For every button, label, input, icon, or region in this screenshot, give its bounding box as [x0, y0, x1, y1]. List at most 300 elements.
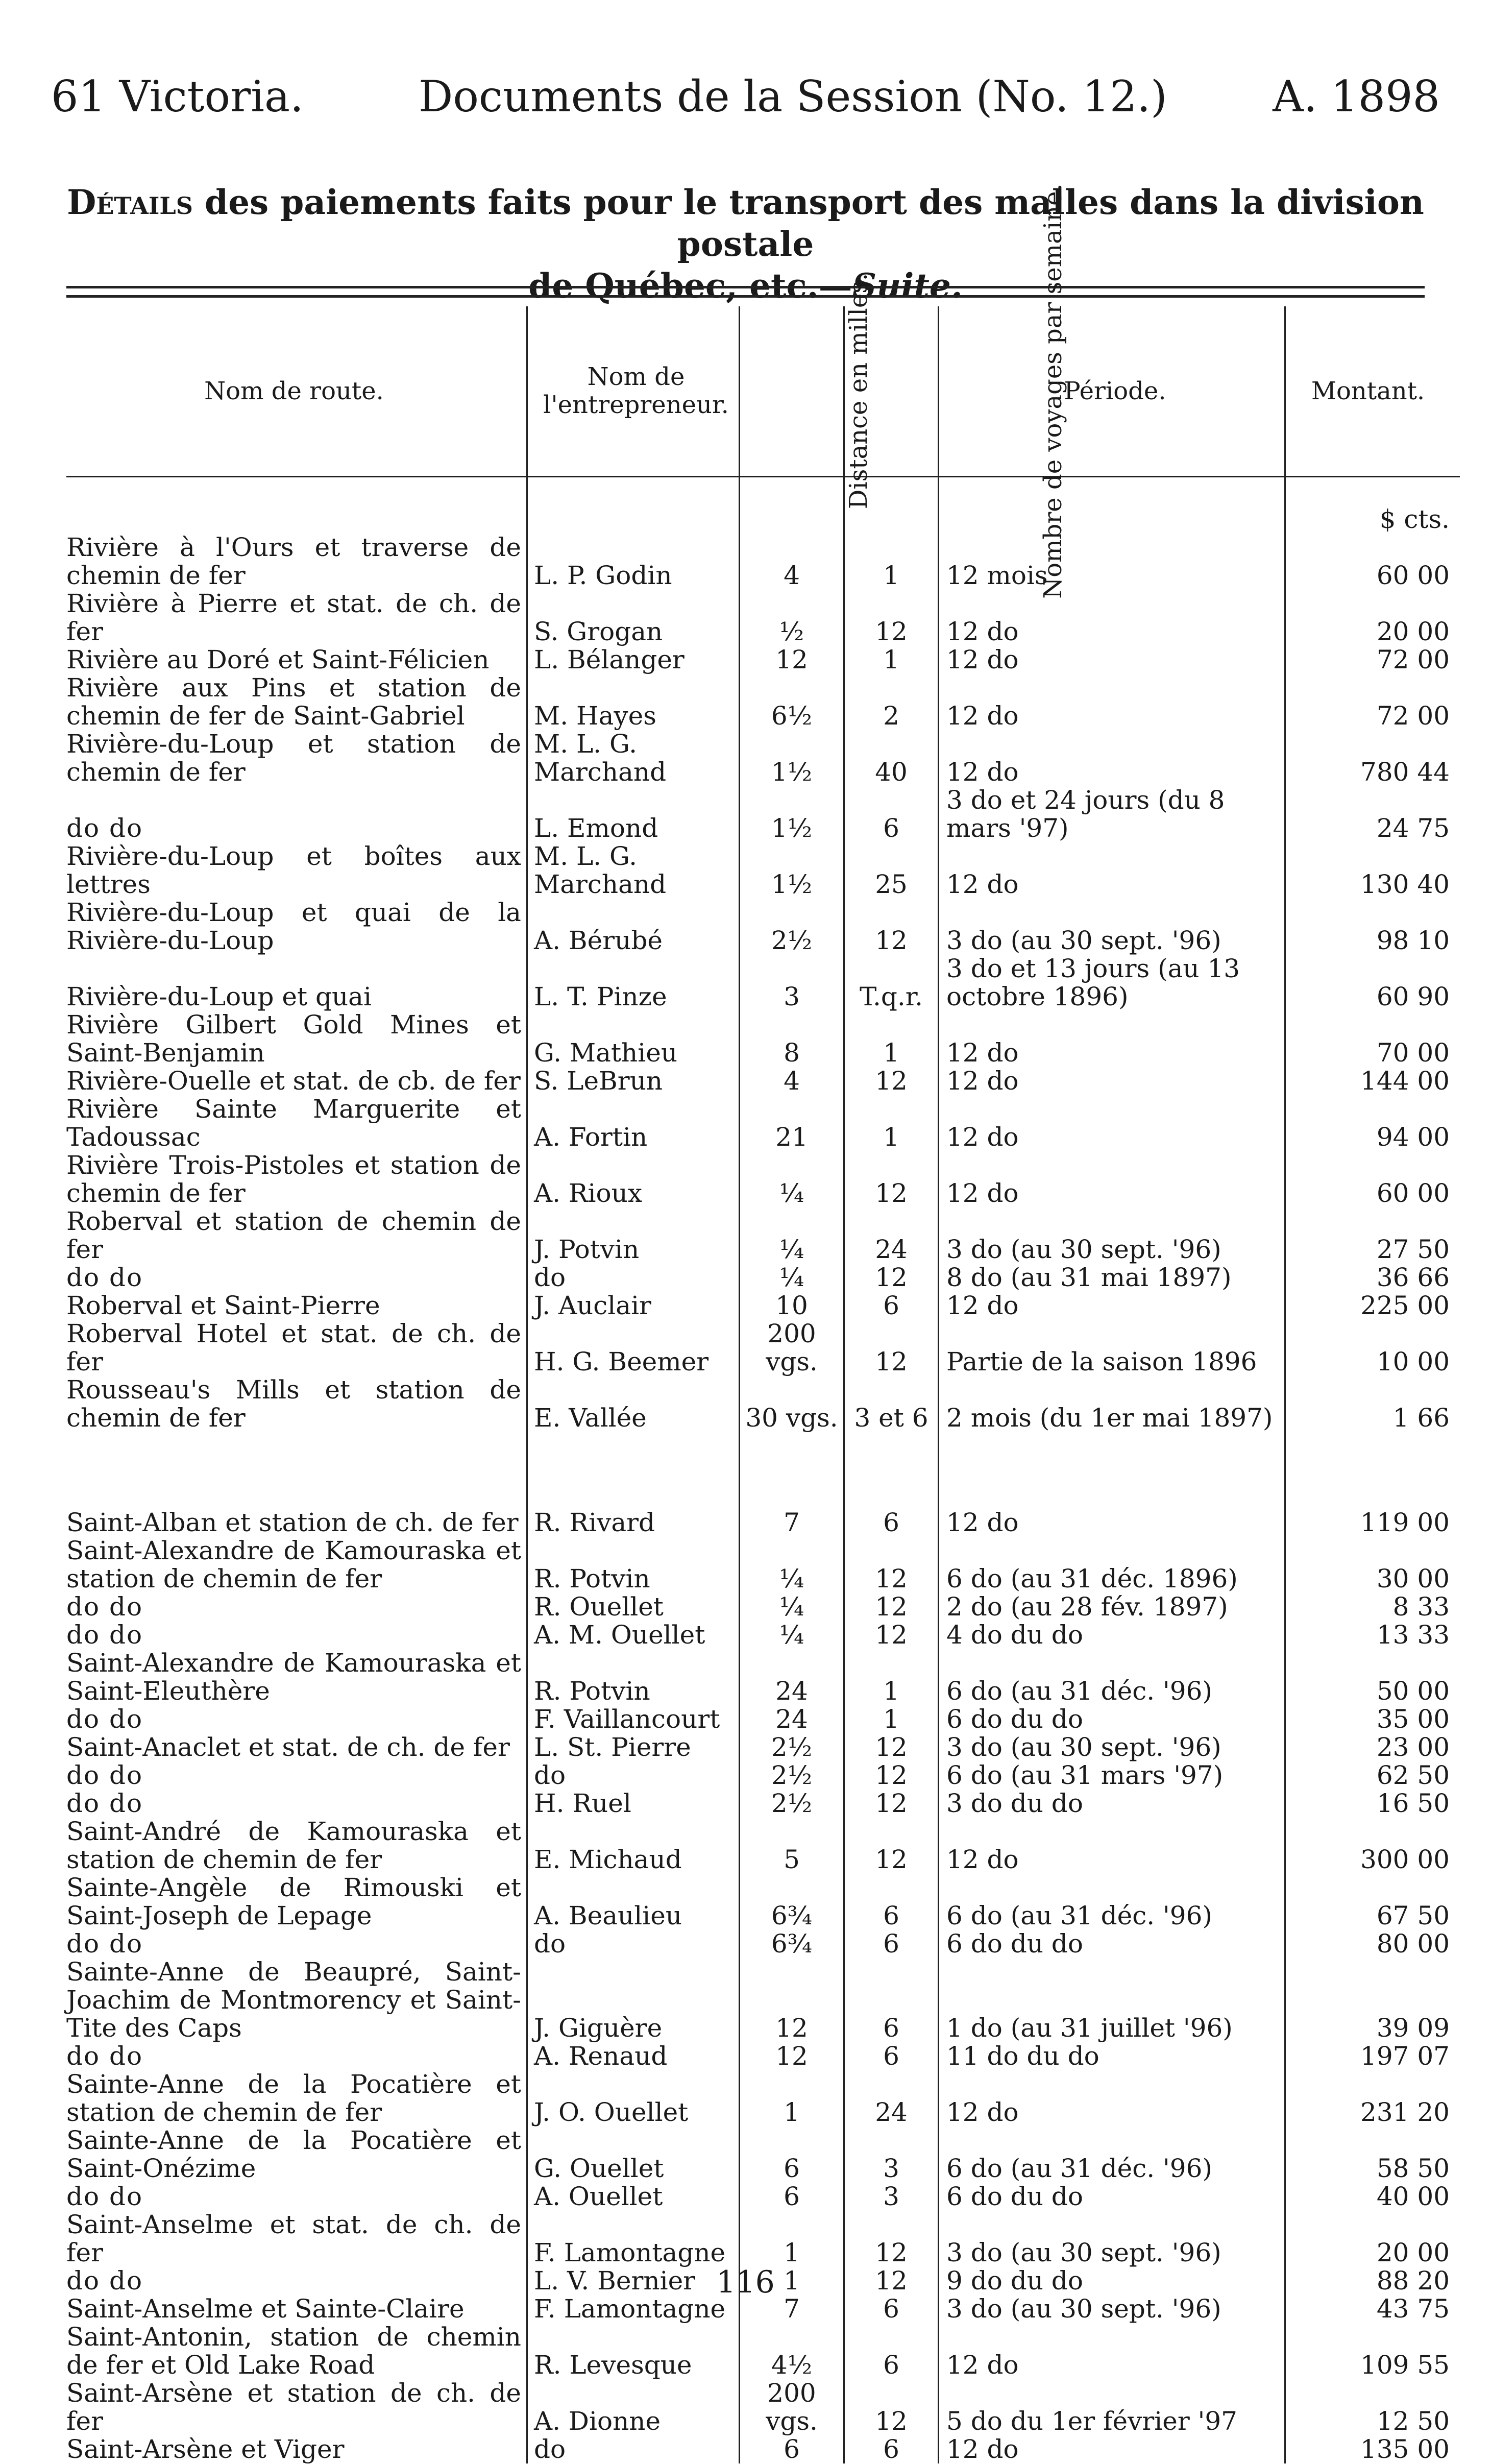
route-cell: Saint-Anselme et stat. de ch. de fer	[66, 2210, 521, 2267]
table-row	[66, 1874, 1460, 1930]
trips-cell: 12	[844, 2379, 939, 2435]
trips-cell: 40	[844, 730, 939, 786]
period-cell: 12 do	[939, 1151, 1285, 1207]
period-cell: 12 do	[939, 1509, 1285, 1537]
contractor-cell: do	[527, 1761, 740, 1790]
amount-cell: 60 90	[1285, 955, 1460, 1011]
amount-cell: 16 50	[1285, 1790, 1460, 1818]
route-cell: Saint-Alexandre de Kamouraska et station de chemin de fer	[66, 1536, 521, 1593]
col-contractor-header: Nom de l'entrepreneur.	[527, 306, 740, 477]
table-row	[66, 1733, 1460, 1761]
table-row	[66, 786, 1460, 842]
contractor-cell: J. Potvin	[527, 1207, 740, 1264]
distance-cell: 1½	[740, 730, 844, 786]
trips-cell: 1	[844, 1011, 939, 1067]
trips-cell: 1	[844, 534, 939, 590]
period-cell: 8 do (au 31 mai 1897)	[939, 1264, 1285, 1292]
contractor-cell: S. Grogan	[527, 590, 740, 646]
distance-cell: ¼	[740, 1151, 844, 1207]
period-cell: 12 do	[939, 730, 1285, 786]
trips-cell: 3	[844, 2127, 939, 2183]
header-document: Documents de la Session (No. 12.)	[419, 71, 1167, 122]
trips-cell: 6	[844, 1930, 939, 1958]
contractor-cell: R. Potvin	[527, 1537, 740, 1593]
amount-cell: 23 00	[1285, 1733, 1460, 1761]
route-cell: Sainte-Anne de Beaupré, Saint-Joachim de Montmorency et Saint-Tite des Caps	[66, 1957, 521, 2043]
amount-cell: 24 75	[1285, 786, 1460, 842]
period-cell: 6 do (au 31 déc. '96)	[939, 1874, 1285, 1930]
route-cell: do do	[66, 1263, 143, 1292]
distance-cell: 6½	[740, 674, 844, 730]
table-row	[66, 1207, 1460, 1264]
col-route-header: Nom de route.	[66, 306, 527, 477]
trips-cell: 12	[844, 1537, 939, 1593]
trips-cell: 6	[844, 2435, 939, 2463]
route-cell: Roberval et Saint-Pierre	[66, 1291, 380, 1320]
table-row	[66, 590, 1460, 646]
top-rule-1	[66, 286, 1425, 288]
distance-cell: 2½	[740, 1790, 844, 1818]
period-cell: 12 do	[939, 2435, 1285, 2463]
amount-cell: 13 33	[1285, 1621, 1460, 1649]
table-row	[66, 899, 1460, 955]
amount-cell: 43 75	[1285, 2295, 1460, 2323]
distance-cell: 4	[740, 534, 844, 590]
amount-cell: 40 00	[1285, 2183, 1460, 2211]
contractor-cell: F. Lamontagne	[527, 2295, 740, 2323]
page-number: 116	[716, 2264, 775, 2300]
route-cell: Rousseau's Mills et station de chemin de fer	[66, 1375, 521, 1433]
contractor-cell: F. Vaillancourt	[527, 1705, 740, 1733]
table-row	[66, 2211, 1460, 2267]
contractor-cell: H. G. Beemer	[527, 1320, 740, 1376]
route-cell: Rivière-du-Loup et quai de la Rivière-du-Loup	[66, 898, 521, 955]
route-cell: do do	[66, 2266, 143, 2296]
table-row	[66, 1818, 1460, 1874]
contractor-cell: L. P. Godin	[527, 534, 740, 590]
trips-cell: 12	[844, 590, 939, 646]
amount-cell: 72 00	[1285, 646, 1460, 674]
header-volume: 61 Victoria.	[51, 71, 304, 122]
amount-cell: 35 00	[1285, 1705, 1460, 1733]
table-row	[66, 1621, 1460, 1649]
route-cell: Sainte-Angèle de Rimouski et Saint-Joseph de Lepage	[66, 1873, 521, 1930]
amount-cell: 62 50	[1285, 1761, 1460, 1790]
distance-cell: 12	[740, 2042, 844, 2070]
distance-cell: ½	[740, 590, 844, 646]
contractor-cell: R. Rivard	[527, 1509, 740, 1537]
trips-cell: 12	[844, 2211, 939, 2267]
contractor-cell: J. Giguère	[527, 1958, 740, 2042]
amount-cell: 1 66	[1285, 1376, 1460, 1432]
trips-cell: 12	[844, 899, 939, 955]
distance-cell: 12	[740, 646, 844, 674]
route-cell: Saint-Anaclet et stat. de ch. de fer	[66, 1732, 510, 1762]
period-cell: 12 mois	[939, 534, 1285, 590]
contractor-cell: J. O. Ouellet	[527, 2070, 740, 2127]
amount-cell: 94 00	[1285, 1095, 1460, 1151]
amount-cell: 20 00	[1285, 2211, 1460, 2267]
amount-cell: 88 20	[1285, 2267, 1460, 2295]
table-row	[66, 2183, 1460, 2211]
amount-cell: 8 33	[1285, 1593, 1460, 1621]
route-cell: Sainte-Anne de la Pocatière et station de chemin de fer	[66, 2069, 521, 2127]
route-cell: do do	[66, 2182, 143, 2211]
table-row	[66, 674, 1460, 730]
route-cell: Rivière aux Pins et station de chemin de fer de Saint-Gabriel	[66, 673, 521, 731]
table-row	[66, 1067, 1460, 1095]
amount-cell: 72 00	[1285, 674, 1460, 730]
route-cell: do do	[66, 1929, 143, 1959]
amount-cell: 98 10	[1285, 899, 1460, 955]
table-body	[66, 477, 1460, 2464]
route-cell: Rivière à Pierre et stat. de ch. de fer	[66, 589, 521, 646]
contractor-cell: A. Rioux	[527, 1151, 740, 1207]
table-row	[66, 955, 1460, 1011]
period-cell: 6 do (au 31 déc. '96)	[939, 1649, 1285, 1705]
amount-units: $ cts.	[1285, 477, 1460, 534]
contractor-cell: A. Dionne	[527, 2379, 740, 2435]
trips-cell: 25	[844, 842, 939, 899]
period-cell: 12 do	[939, 1292, 1285, 1320]
amount-cell: 36 66	[1285, 1264, 1460, 1292]
trips-cell: 12	[844, 1621, 939, 1649]
table-row	[66, 1649, 1460, 1705]
route-cell: Saint-Arsène et station de ch. de fer	[66, 2378, 521, 2436]
table-row	[66, 2070, 1460, 2127]
trips-cell: 1	[844, 1095, 939, 1151]
period-cell: 11 do du do	[939, 2042, 1285, 2070]
trips-cell: 6	[844, 2295, 939, 2323]
contractor-cell: H. Ruel	[527, 1790, 740, 1818]
contractor-cell: do	[527, 1930, 740, 1958]
period-cell: 1 do (au 31 juillet '96)	[939, 1958, 1285, 2042]
period-cell: 2 mois (du 1er mai 1897)	[939, 1376, 1285, 1432]
contractor-cell: J. Auclair	[527, 1292, 740, 1320]
route-cell: Rivière à l'Ours et traverse de chemin de fer	[66, 533, 521, 590]
route-cell: do do	[66, 1789, 143, 1818]
period-cell: 6 do du do	[939, 1705, 1285, 1733]
trips-cell: 12	[844, 1761, 939, 1790]
contractor-cell: A. Beaulieu	[527, 1874, 740, 1930]
period-cell: 6 do du do	[939, 2183, 1285, 2211]
period-cell: 12 do	[939, 1067, 1285, 1095]
trips-cell: 12	[844, 1151, 939, 1207]
period-cell: 3 do (au 30 sept. '96)	[939, 1207, 1285, 1264]
distance-cell: 7	[740, 2295, 844, 2323]
route-cell: Rivière au Doré et Saint-Félicien	[66, 645, 490, 674]
contractor-cell: L. Bélanger	[527, 646, 740, 674]
trips-cell: 12	[844, 2267, 939, 2295]
amount-cell: 119 00	[1285, 1509, 1460, 1537]
trips-cell: 1	[844, 646, 939, 674]
route-cell: Saint-André de Kamouraska et station de chemin de fer	[66, 1817, 521, 1874]
trips-cell: 12	[844, 1733, 939, 1761]
route-cell: Roberval et station de chemin de fer	[66, 1206, 521, 1264]
trips-cell: 12	[844, 1593, 939, 1621]
distance-cell: ¼	[740, 1621, 844, 1649]
col-amount-header: Montant.	[1285, 306, 1460, 477]
contractor-cell: R. Levesque	[527, 2323, 740, 2379]
distance-cell: 6	[740, 2183, 844, 2211]
period-cell: 3 do (au 30 sept. '96)	[939, 1733, 1285, 1761]
route-cell: Rivière Gilbert Gold Mines et Saint-Benjamin	[66, 1010, 521, 1068]
table-row	[66, 2042, 1460, 2070]
title-line2: de Québec, etc.—	[528, 266, 852, 306]
period-cell: 4 do du do	[939, 1621, 1285, 1649]
distance-cell: ¼	[740, 1593, 844, 1621]
table-row	[66, 646, 1460, 674]
period-cell: 3 do du do	[939, 1790, 1285, 1818]
amount-cell: 20 00	[1285, 590, 1460, 646]
distance-cell: 2½	[740, 1761, 844, 1790]
route-cell: do do	[66, 2041, 143, 2071]
period-cell: 5 do du 1er février '97	[939, 2379, 1285, 2435]
table-row	[66, 1292, 1460, 1320]
route-cell: do do	[66, 1760, 143, 1790]
period-cell: 2 do (au 28 fév. 1897)	[939, 1593, 1285, 1621]
amount-cell: 58 50	[1285, 2127, 1460, 2183]
amount-cell: 109 55	[1285, 2323, 1460, 2379]
distance-cell: 5	[740, 1818, 844, 1874]
amount-cell: 67 50	[1285, 1874, 1460, 1930]
period-cell: 3 do et 24 jours (du 8 mars '97)	[939, 786, 1285, 842]
amount-cell: 300 00	[1285, 1818, 1460, 1874]
period-cell: 3 do et 13 jours (au 13 octobre 1896)	[939, 955, 1285, 1011]
contractor-cell: L. T. Pinze	[527, 955, 740, 1011]
trips-cell: 6	[844, 2042, 939, 2070]
route-cell: Rivière-Ouelle et stat. de cb. de fer	[66, 1066, 521, 1096]
amount-cell: 80 00	[1285, 1930, 1460, 1958]
period-cell: Partie de la saison 1896	[939, 1320, 1285, 1376]
trips-cell: 6	[844, 786, 939, 842]
distance-cell: 4½	[740, 2323, 844, 2379]
table-row	[66, 1761, 1460, 1790]
route-cell: Saint-Alban et station de ch. de fer	[66, 1508, 519, 1537]
contractor-cell: do	[527, 1264, 740, 1292]
amount-cell: 144 00	[1285, 1067, 1460, 1095]
table-row	[66, 1095, 1460, 1151]
period-cell: 6 do (au 31 déc. 1896)	[939, 1537, 1285, 1593]
amount-cell: 70 00	[1285, 1011, 1460, 1067]
contractor-cell: L. Emond	[527, 786, 740, 842]
table-row	[66, 534, 1460, 590]
table-row	[66, 1011, 1460, 1067]
route-cell: Sainte-Anne de la Pocatière et Saint-Onézime	[66, 2125, 521, 2183]
period-cell: 12 do	[939, 646, 1285, 674]
amount-cell: 39 09	[1285, 1958, 1460, 2042]
contractor-cell: E. Vallée	[527, 1376, 740, 1432]
distance-cell: 1	[740, 2211, 844, 2267]
distance-cell: 6¾	[740, 1930, 844, 1958]
table-row	[66, 1705, 1460, 1733]
table-row	[66, 1593, 1460, 1621]
amount-cell: 50 00	[1285, 1649, 1460, 1705]
trips-cell: 12	[844, 1818, 939, 1874]
table-row	[66, 1930, 1460, 1958]
route-cell: Rivière-du-Loup et boîtes aux lettres	[66, 841, 521, 899]
header-year: A. 1898	[1273, 71, 1440, 122]
contractor-cell: M. Hayes	[527, 674, 740, 730]
contractor-cell: A. Ouellet	[527, 2183, 740, 2211]
trips-cell: 6	[844, 1874, 939, 1930]
running-header	[51, 71, 1440, 133]
period-cell: 6 do du do	[939, 1930, 1285, 1958]
table-header-row	[66, 306, 1460, 477]
amount-cell: 30 00	[1285, 1537, 1460, 1593]
distance-cell: 24	[740, 1649, 844, 1705]
distance-cell: 200 vgs.	[740, 1320, 844, 1376]
trips-cell: 12	[844, 1790, 939, 1818]
col-period-header: Période.	[939, 306, 1285, 477]
distance-cell: 2½	[740, 1733, 844, 1761]
table-row	[66, 2323, 1460, 2379]
route-cell: Saint-Alexandre de Kamouraska et Saint-Eleuthère	[66, 1648, 521, 1706]
route-cell: Rivière-du-Loup et quai	[66, 982, 372, 1011]
distance-cell: 6¾	[740, 1874, 844, 1930]
amount-cell: 60 00	[1285, 1151, 1460, 1207]
table-row	[66, 1376, 1460, 1432]
contractor-cell: A. Renaud	[527, 2042, 740, 2070]
amount-cell: 780 44	[1285, 730, 1460, 786]
amount-cell: 135 00	[1285, 2435, 1460, 2463]
table-row	[66, 1790, 1460, 1818]
period-cell: 12 do	[939, 2070, 1285, 2127]
contractor-cell: R. Ouellet	[527, 1593, 740, 1621]
section-spacer	[66, 1432, 1460, 1509]
period-cell: 12 do	[939, 674, 1285, 730]
contractor-cell: M. L. G. Marchand	[527, 730, 740, 786]
route-cell: do do	[66, 1592, 143, 1622]
distance-cell: ¼	[740, 1537, 844, 1593]
table-row	[66, 2127, 1460, 2183]
table-row	[66, 730, 1460, 786]
table-row	[66, 1509, 1460, 1537]
distance-cell: ¼	[740, 1207, 844, 1264]
contractor-cell: E. Michaud	[527, 1818, 740, 1874]
trips-cell: 2	[844, 674, 939, 730]
amount-cell: 130 40	[1285, 842, 1460, 899]
period-cell: 12 do	[939, 1818, 1285, 1874]
contractor-cell: G. Mathieu	[527, 1011, 740, 1067]
period-cell: 12 do	[939, 1011, 1285, 1067]
amount-cell: 197 07	[1285, 2042, 1460, 2070]
route-cell: Roberval Hotel et stat. de ch. de fer	[66, 1319, 521, 1376]
route-cell: Rivière Sainte Marguerite et Tadoussac	[66, 1094, 521, 1152]
amount-cell: 10 00	[1285, 1320, 1460, 1376]
distance-cell: 1	[740, 2267, 844, 2295]
distance-cell: 12	[740, 1958, 844, 2042]
route-cell: do do	[66, 1620, 143, 1650]
title-first-word: Détails	[67, 182, 193, 222]
col-trips-label: Nombre de voyages par semaine.	[1038, 183, 1067, 599]
units-row	[66, 477, 1460, 534]
trips-cell: 3	[844, 2183, 939, 2211]
contractor-cell: F. Lamontagne	[527, 2211, 740, 2267]
distance-cell: 6	[740, 2127, 844, 2183]
contractor-cell: L. V. Bernier	[527, 2267, 740, 2295]
contractor-cell: A. Fortin	[527, 1095, 740, 1151]
period-cell: 9 do du do	[939, 2267, 1285, 2295]
period-cell: 3 do (au 30 sept. '96)	[939, 899, 1285, 955]
distance-cell: 1½	[740, 842, 844, 899]
table-row	[66, 2379, 1460, 2435]
trips-cell: T.q.r.	[844, 955, 939, 1011]
distance-cell: 3	[740, 955, 844, 1011]
distance-cell: 200 vgs.	[740, 2379, 844, 2435]
trips-cell: 3 et 6	[844, 1376, 939, 1432]
distance-cell: 10	[740, 1292, 844, 1320]
title-line1: des paiements faits pour le transport des malles dans la division postale	[204, 182, 1424, 264]
contractor-cell: A. Bérubé	[527, 899, 740, 955]
amount-cell: 27 50	[1285, 1207, 1460, 1264]
period-cell: 12 do	[939, 1095, 1285, 1151]
period-cell: 3 do (au 30 sept. '96)	[939, 2295, 1285, 2323]
table-row	[66, 842, 1460, 899]
trips-cell: 12	[844, 1320, 939, 1376]
period-cell: 6 do (au 31 déc. '96)	[939, 2127, 1285, 2183]
trips-cell: 24	[844, 1207, 939, 1264]
route-cell: do do	[66, 813, 143, 843]
trips-cell: 6	[844, 1292, 939, 1320]
route-cell: Saint-Antonin, station de chemin de fer et Old Lake Road	[66, 2322, 521, 2380]
amount-cell: 225 00	[1285, 1292, 1460, 1320]
trips-cell: 12	[844, 1067, 939, 1095]
distance-cell: 1½	[740, 786, 844, 842]
trips-cell: 6	[844, 1958, 939, 2042]
distance-cell: 7	[740, 1509, 844, 1537]
table-row	[66, 1537, 1460, 1593]
trips-cell: 6	[844, 2323, 939, 2379]
distance-cell: 2½	[740, 899, 844, 955]
amount-cell: 60 00	[1285, 534, 1460, 590]
distance-cell: 21	[740, 1095, 844, 1151]
contractor-cell: do	[527, 2435, 740, 2463]
table-row	[66, 1320, 1460, 1376]
contractor-cell: G. Ouellet	[527, 2127, 740, 2183]
route-cell: Rivière-du-Loup et station de chemin de fer	[66, 729, 521, 787]
period-cell: 3 do (au 30 sept. '96)	[939, 2211, 1285, 2267]
table-row	[66, 1151, 1460, 1207]
distance-cell: ¼	[740, 1264, 844, 1292]
contractor-cell: M. L. G. Marchand	[527, 842, 740, 899]
col-distance-header	[740, 273, 873, 509]
contractor-cell: S. LeBrun	[527, 1067, 740, 1095]
route-cell: Saint-Arsène et Viger	[66, 2434, 345, 2464]
distance-cell: 6	[740, 2435, 844, 2463]
trips-cell: 1	[844, 1649, 939, 1705]
distance-cell: 8	[740, 1011, 844, 1067]
top-rule-2	[66, 295, 1425, 298]
period-cell: 12 do	[939, 2323, 1285, 2379]
title-suffix: Suite.	[852, 266, 963, 306]
table-row	[66, 1958, 1460, 2042]
trips-cell: 24	[844, 2070, 939, 2127]
table-row	[66, 1264, 1460, 1292]
distance-cell: 4	[740, 1067, 844, 1095]
distance-cell: 24	[740, 1705, 844, 1733]
trips-cell: 1	[844, 1705, 939, 1733]
trips-cell: 6	[844, 1509, 939, 1537]
col-distance-label: Distance en milles.	[844, 273, 873, 509]
route-cell: Saint-Anselme et Sainte-Claire	[66, 2294, 465, 2324]
table-row	[66, 2435, 1460, 2463]
period-cell: 6 do (au 31 mars '97)	[939, 1761, 1285, 1790]
distance-cell: 30 vgs.	[740, 1376, 844, 1432]
amount-cell: 12 50	[1285, 2379, 1460, 2435]
route-cell: do do	[66, 1704, 143, 1734]
route-cell: Rivière Trois-Pistoles et station de chemin de fer	[66, 1150, 521, 1208]
